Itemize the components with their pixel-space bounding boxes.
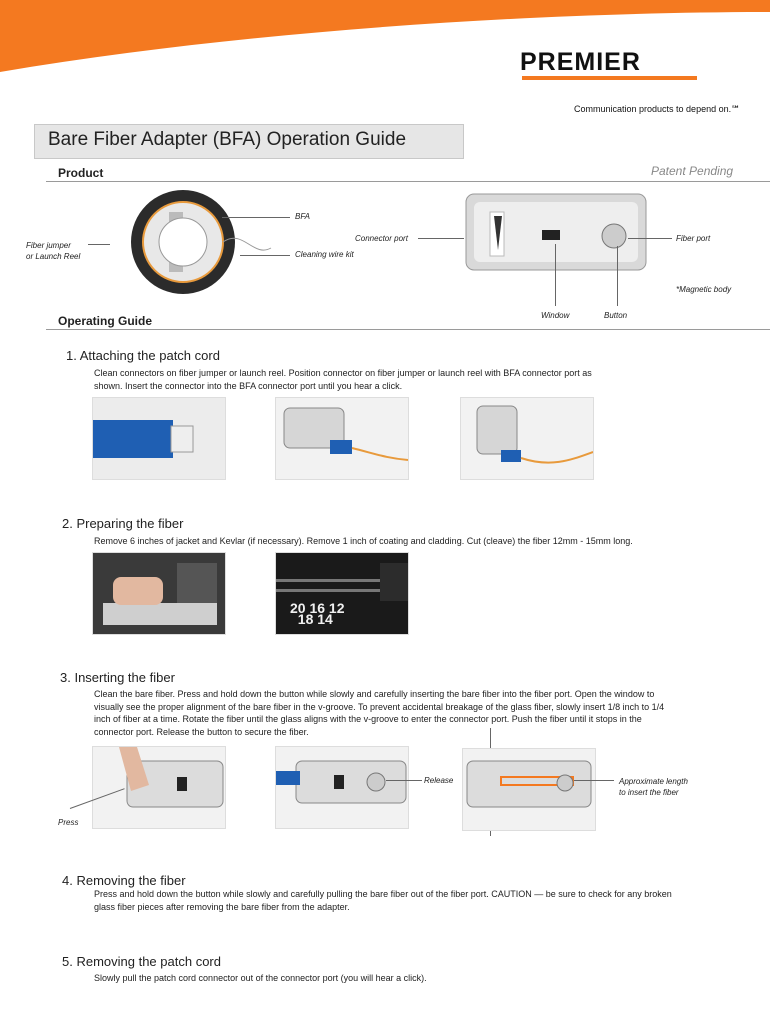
premier-logo: PREMIER: [520, 48, 641, 76]
label-bfa: BFA: [295, 212, 310, 221]
label-press: Press: [58, 818, 79, 827]
label-button: Button: [604, 311, 628, 320]
step-3-text: Clean the bare fiber. Press and hold down the button while slowly and carefully inserting the bare fiber into the fiber port. Open the window to visually see the proper alignment of the bare fiber in the v-groove. To prevent accidental breakage of the glass fiber, slowly insert 1/8 inch to 1/4 inch of fiber at a time. Rotate the fiber until the glass aligns with the v-groove to enter the connector port. Push the fiber until it stops in the connector port. Release the button to secure the fiber.: [94, 689, 665, 737]
arrow-release: [386, 780, 422, 781]
arrow-button: [617, 246, 618, 306]
step-1-title: 1. Attaching the patch cord: [66, 348, 220, 363]
step-4-text: Press and hold down the button while slowly and carefully pulling the bare fiber out of the fiber port. CAUTION — be sure to check for any broken glass fiber pieces after removing the bare fiber from the adapter.: [94, 889, 672, 912]
arrow-connector-port: [418, 238, 464, 239]
arrow-fiber-jumper: [88, 244, 110, 245]
arrow-bfa: [222, 217, 290, 218]
header-swoosh: [0, 0, 770, 80]
arrow-window: [555, 244, 556, 306]
label-fiber-port: Fiber port: [676, 234, 711, 243]
step-1-text: Clean connectors on fiber jumper or launch reel. Position connector on fiber jumper or launch reel with BFA connector port as shown. Insert the connector into the BFA connector port until you hear a click.: [94, 368, 592, 391]
label-fiber-jumper: Fiber jumper or Launch Reel: [26, 241, 81, 261]
step-5-title: 5. Removing the patch cord: [62, 954, 221, 969]
step-1-photo-insert: [275, 397, 409, 480]
arrow-cleaning-wire: [240, 255, 290, 256]
label-connector-port: Connector port: [355, 234, 408, 243]
step-3-photo-length: [462, 748, 596, 831]
label-magnetic: *Magnetic body: [676, 285, 732, 294]
step-3-photo-release: [275, 746, 409, 829]
product-heading: Product: [58, 166, 104, 180]
step-2-title: 2. Preparing the fiber: [62, 516, 184, 531]
step-3-title: 3. Inserting the fiber: [60, 670, 175, 685]
operating-guide-heading: Operating Guide: [58, 314, 153, 328]
step-2-photo-ruler: [275, 552, 409, 635]
step-1-photo-connector: [92, 397, 226, 480]
ruler-numbers: 20 16 12 18 14: [290, 600, 345, 627]
step-3-photo-press: [92, 746, 226, 829]
product-rule: [46, 181, 770, 182]
step-2-photo-cleaver: [92, 552, 226, 635]
page-title: Bare Fiber Adapter (BFA) Operation Guide: [48, 129, 407, 150]
step-1-photo-attached: [460, 397, 594, 480]
reel-photo: [103, 188, 273, 296]
label-cleaning-wire: Cleaning wire kit: [295, 250, 354, 259]
tagline: Communication products to depend on.℠: [574, 104, 741, 114]
label-release: Release: [424, 776, 454, 785]
guide-rule: [46, 329, 770, 330]
step-5-text: Slowly pull the patch cord connector out of the connector port (you will hear a click).: [94, 973, 427, 983]
step-2-text: Remove 6 inches of jacket and Kevlar (if necessary). Remove 1 inch of coating and cladding. Cut (cleave) the fiber 12mm - 15mm long.: [94, 536, 633, 546]
patent-pending: Patent Pending: [651, 164, 734, 178]
arrow-fiber-port: [628, 238, 672, 239]
step-4-title: 4. Removing the fiber: [62, 873, 186, 888]
label-window: Window: [541, 311, 570, 320]
logo-underline: [522, 76, 697, 84]
bfa-device-photo: [464, 190, 650, 274]
label-approx-length: Approximate length to insert the fiber: [619, 777, 688, 797]
arrow-approx-length: [574, 780, 614, 781]
